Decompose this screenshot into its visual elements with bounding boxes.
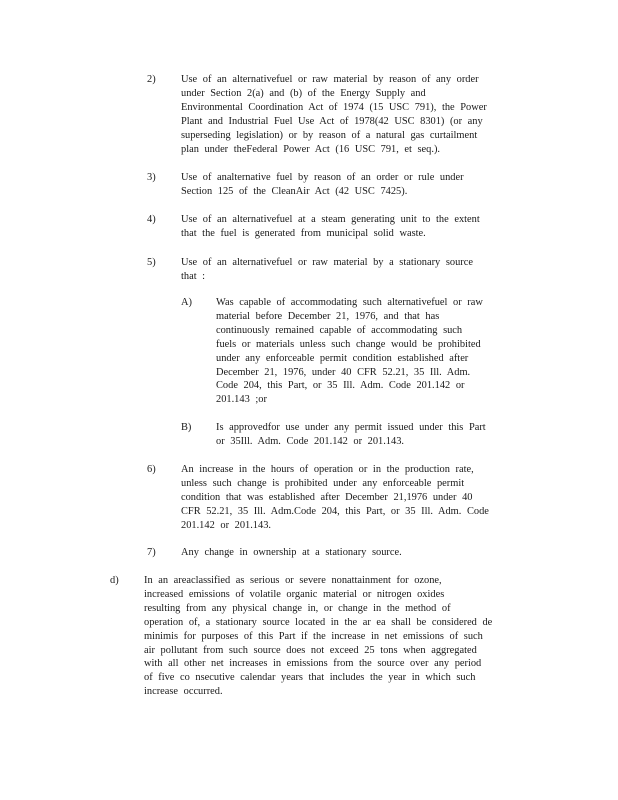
text-line: In an areaclassified as serious or severe nonattainment for ozone, bbox=[144, 575, 442, 586]
text-line: continuously remained capable of accommodating such bbox=[216, 324, 463, 336]
item-text bbox=[181, 171, 464, 199]
text-line: December 21, 1976, under 40 CFR 52.21, 35 Ill. Adm. bbox=[216, 366, 471, 378]
text-line: 201.142 or 201.143. bbox=[181, 519, 271, 531]
item-text bbox=[216, 421, 486, 449]
text-line: CFR 52.21, 35 Ill. Adm.Code 204, this Part, or 35 Ill. Adm. Code bbox=[181, 505, 489, 517]
item-label: 4) bbox=[147, 214, 156, 225]
item-label: d) bbox=[110, 575, 119, 586]
text-line: Is approvedfor use under any permit issued under this Part bbox=[216, 422, 486, 433]
item-text bbox=[181, 463, 489, 533]
text-line: air pollutant from such source does not exceed 25 tons when aggregated bbox=[144, 644, 477, 656]
item-text bbox=[181, 256, 473, 284]
text-line: or 35Ill. Adm. Code 201.142 or 201.143. bbox=[216, 435, 404, 447]
text-line: under Section 2(a) and (b) of the Energy Supply and bbox=[181, 87, 426, 99]
text-line: Use of analternative fuel by reason of an order or rule under bbox=[181, 172, 464, 183]
text-line: An increase in the hours of operation or in the production rate, bbox=[181, 464, 474, 475]
item-text bbox=[181, 213, 480, 241]
item-label: 2) bbox=[147, 74, 156, 85]
text-line: Use of an alternativefuel at a steam generating unit to the extent bbox=[181, 214, 480, 225]
text-line: minimis for purposes of this Part if the increase in net emissions of such bbox=[144, 630, 483, 642]
text-line: increase occurred. bbox=[144, 686, 223, 698]
text-line: operation of, a stationary source located in the ar ea shall be considered de bbox=[144, 616, 493, 628]
text-line: Use of an alternativefuel or raw material by reason of any order bbox=[181, 74, 479, 85]
text-line: with all other net increases in emissions from the source over any period bbox=[144, 658, 482, 670]
text-line: Section 125 of the CleanAir Act (42 USC 7425). bbox=[181, 185, 408, 197]
text-line: under any enforceable permit condition established after bbox=[216, 352, 469, 364]
item-label: A) bbox=[181, 297, 192, 308]
text-line: unless such change is prohibited under any enforceable permit bbox=[181, 477, 465, 489]
text-line: that : bbox=[181, 270, 206, 282]
item-text bbox=[216, 296, 483, 407]
text-line: Environmental Coordination Act of 1974 (15 USC 791), the Power bbox=[181, 101, 487, 113]
item-label: 3) bbox=[147, 172, 156, 183]
text-line: Any change in ownership at a stationary source. bbox=[181, 547, 402, 558]
item-label: B) bbox=[181, 422, 192, 433]
item-text bbox=[181, 546, 402, 560]
text-line: Was capable of accommodating such alternativefuel or raw bbox=[216, 297, 483, 308]
text-line: resulting from any physical change in, or change in the method of bbox=[144, 602, 451, 614]
text-line: that the fuel is generated from municipal solid waste. bbox=[181, 227, 426, 239]
item-text bbox=[181, 73, 487, 156]
item-text bbox=[144, 574, 492, 699]
text-line: plan under theFederal Power Act (16 USC 791, et seq.). bbox=[181, 143, 441, 155]
text-line: fuels or materials unless such change would be prohibited bbox=[216, 338, 481, 350]
item-label: 7) bbox=[147, 547, 156, 558]
text-line: of five co nsecutive calendar years that includes the year in which such bbox=[144, 672, 476, 684]
text-line: 201.143 ;or bbox=[216, 394, 267, 406]
text-line: Plant and Industrial Fuel Use Act of 1978(42 USC 8301) (or any bbox=[181, 115, 483, 127]
item-label: 6) bbox=[147, 464, 156, 475]
text-line: Code 204, this Part, or 35 Ill. Adm. Code 201.142 or bbox=[216, 380, 465, 392]
item-label: 5) bbox=[147, 257, 156, 268]
text-line: Use of an alternativefuel or raw material by a stationary source bbox=[181, 257, 473, 268]
text-line: increased emissions of volatile organic material or nitrogen oxides bbox=[144, 588, 445, 600]
text-line: material before December 21, 1976, and that has bbox=[216, 310, 440, 322]
text-line: condition that was established after December 21,1976 under 40 bbox=[181, 491, 473, 503]
text-line: superseding legislation) or by reason of a natural gas curtailment bbox=[181, 129, 478, 141]
